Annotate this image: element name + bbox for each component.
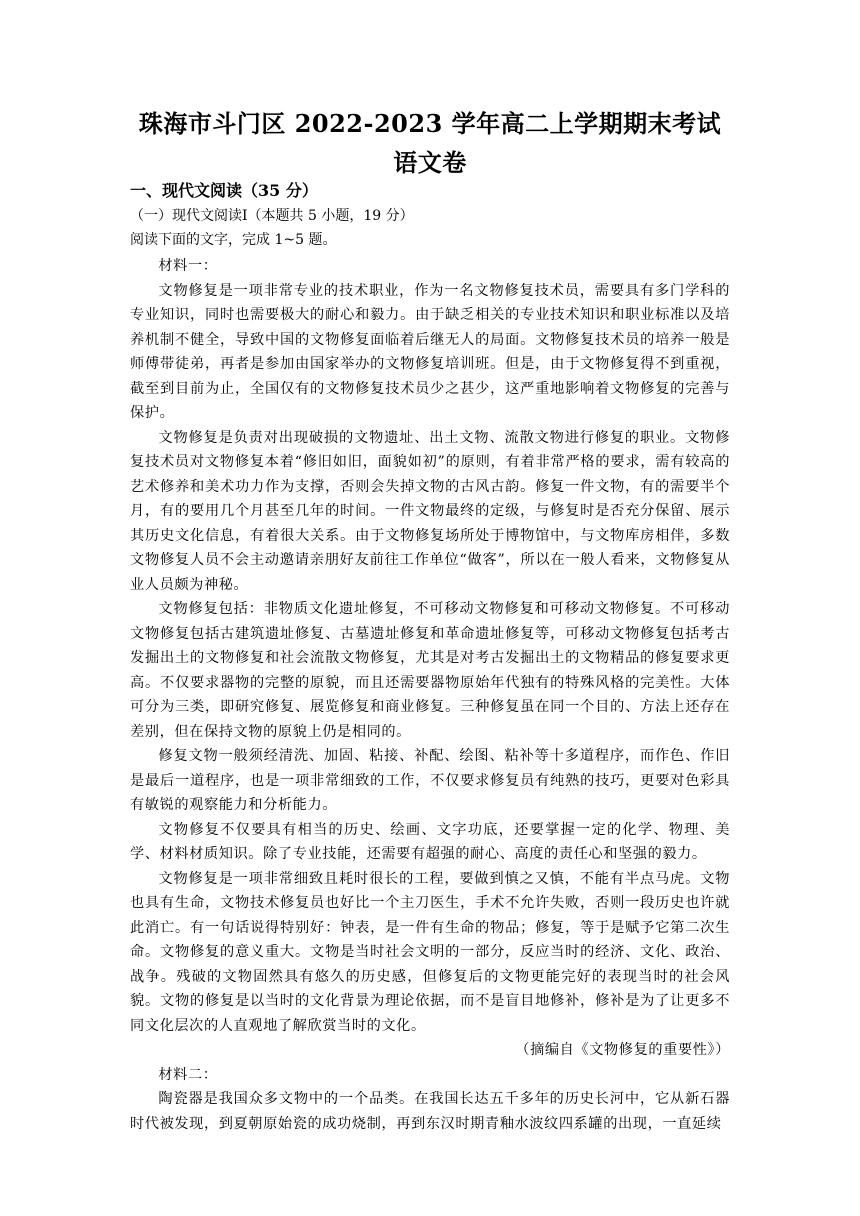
material2-label: 材料二： (158, 1066, 218, 1083)
source-citation: （摘编自《文物修复的重要性》） (515, 1042, 730, 1058)
paragraph: 修复文物一般须经清洗、加固、粘接、补配、绘图、粘补等十多道程序，而作色、作旧是最后一道程序，也是一项非常细致的工作，不仅要求修复员有纯熟的技巧，更要对色彩具有敏锐的观察能力和分析能力。 (130, 748, 730, 813)
paragraph: 文物修复包括：非物质文化遗址修复，不可移动文物修复和可移动文物修复。不可移动文物修复包括古建筑遗址修复、古墓遗址修复和革命遗址修复等，可移动文物修复包括考古发掘出土的文物修复和社会流散文物修复，尤其是对考古发掘出土的文物精品的修复要求更高。不仅要求器物的完整的原貌，而且还需要器物原始年代独有的特殊风格的完美性。大体可分为三类，即研究修复、展览修复和商业修复。三种修复虽在同一个目的、方法上还存在差别，但在保持文物的原貌上仍是相同的。 (130, 601, 730, 740)
reading-passage (130, 254, 730, 1136)
material1-label: 材料一： (158, 258, 218, 274)
subsection-heading: （一）现代文阅读Ⅰ（本题共 5 小题，19 分） (130, 208, 414, 224)
paragraph: 文物修复不仅要具有相当的历史、绘画、文字功底，还要掌握一定的化学、物理、美学、材料材质知识。除了专业技能，还需要有超强的耐心、高度的责任心和坚强的毅力。 (130, 821, 730, 862)
exam-title: 珠海市斗门区 2022-2023 学年高二上学期期末考试 (138, 109, 722, 138)
exam-subtitle: 语文卷 (393, 148, 467, 177)
reading-instruction: 阅读下面的文字，完成 1~5 题。 (130, 232, 337, 248)
paragraph: 文物修复是一项非常细致且耗时很长的工程，要做到慎之又慎，不能有半点马虎。文物也具有生命，文物技术修复员也好比一个主刀医生，手术不允许失败，否则一段历史也许就此消亡。有一句话说得特别好：钟表，是一件有生命的物品；修复，等于是赋予它第二次生命。文物修复的意义重大。文物是当时社会文明的一部分，反应当时的经济、文化、政治、战争。残破的文物固然具有悠久的历史感，但修复后的文物更能完好的表现当时的社会风貌。文物的修复是以当时的文化背景为理论依据，而不是盲目地修补，修补是为了让更多不同文化层次的人直观地了解欣赏当时的文化。 (130, 870, 730, 1034)
paragraph: 文物修复是负责对出现破损的文物遗址、出土文物、流散文物进行修复的职业。文物修复技术员对文物修复本着“修旧如旧，面貌如初”的原则，有着非常严格的要求，需有较高的艺术修养和美术功力作为支撑，否则会失掉文物的古风古韵。修复一件文物，有的需要半个月，有的要用几个月甚至几年的时间。一件文物最终的定级，与修复时是否充分保留、展示其历史文化信息，有着很大关系。由于文物修复场所处于博物馆中，与文物库房相伴，多数文物修复人员不会主动邀请亲朋好友前往工作单位“做客”，所以在一般人看来，文物修复从业人员颇为神秘。 (130, 429, 730, 593)
paragraph: 陶瓷器是我国众多文物中的一个品类。在我国长达五千多年的历史长河中，它从新石器时代被发现，到夏朝原始瓷的成功烧制，再到东汉时期青釉水波纹四系罐的出现，一直延续 (130, 1091, 730, 1132)
section-heading: 一、现代文阅读（35 分） (130, 181, 318, 200)
paragraph: 文物修复是一项非常专业的技术职业，作为一名文物修复技术员，需要具有多门学科的专业知识，同时也需要极大的耐心和毅力。由于缺乏相关的专业技术知识和职业标准以及培养机制不健全，导致中国的文物修复面临着后继无人的局面。文物修复技术员的培养一般是师傅带徒弟，再者是参加由国家举办的文物修复培训班。但是，由于文物修复得不到重视，截至到目前为止，全国仅有的文物修复技术员少之甚少，这严重地影响着文物修复的完善与保护。 (130, 282, 730, 421)
